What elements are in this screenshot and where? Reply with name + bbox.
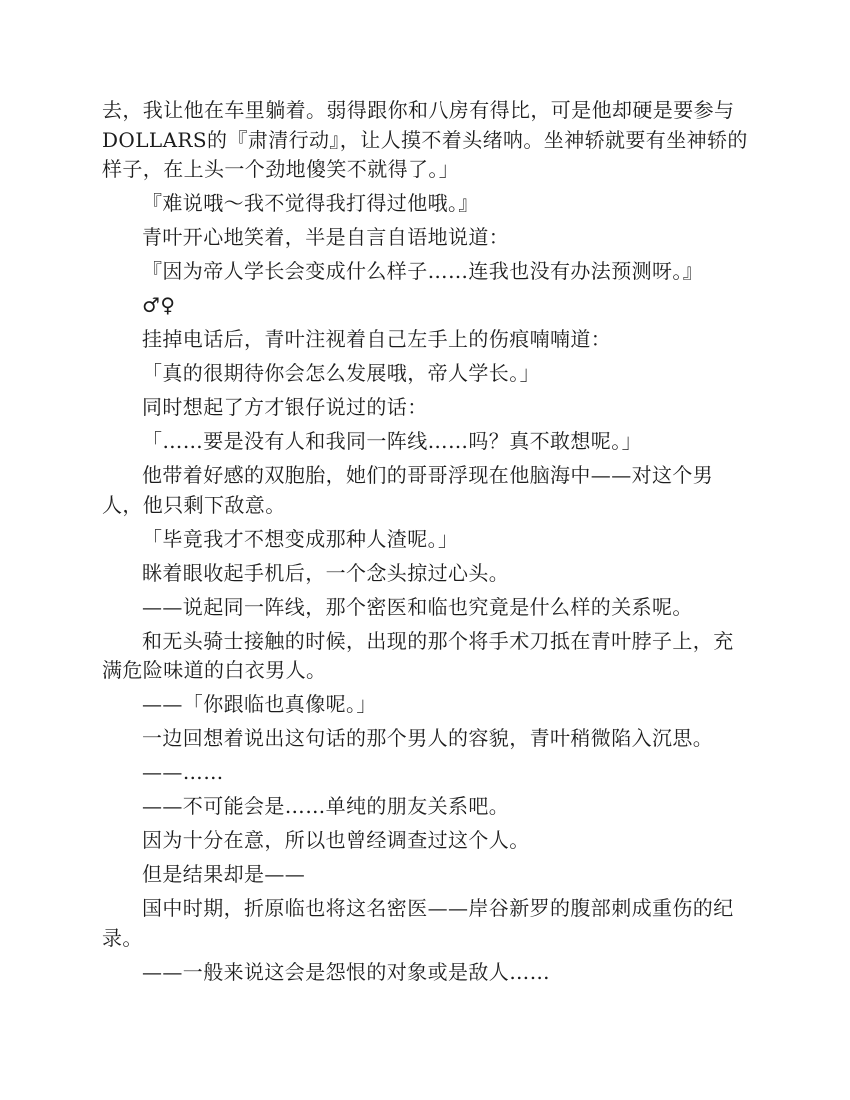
paragraph-1: 去，我让他在车里躺着。弱得跟你和八房有得比，可是他却硬是要参与DOLLARS的『肃清行动』，让人摸不着头绪呐。坐神轿就要有坐神轿的样子，在上头一个劲地傻笑不就得了。」 <box>102 98 748 181</box>
paragraph-2: 『难说哦～我不觉得我打得过他哦。』 <box>142 191 479 215</box>
paragraph-16: 一边回想着说出这句话的那个男人的容貌，青叶稍微陷入沉思。 <box>142 726 714 750</box>
section-divider: ♂♀ <box>142 293 176 317</box>
paragraph-17: ——…… <box>142 760 224 784</box>
paragraph-20: 但是结果却是—— <box>142 862 306 886</box>
paragraph-7: 「真的很期待你会怎么发展哦，帝人学长。」 <box>142 361 540 385</box>
paragraph-6: 挂掉电话后，青叶注视着自己左手上的伤痕喃喃道： <box>142 327 612 351</box>
paragraph-12: 眯着眼收起手机后，一个念头掠过心头。 <box>142 560 510 585</box>
document-page <box>102 96 748 992</box>
paragraph-11: 「毕竟我才不想变成那种人渣呢。」 <box>142 526 459 551</box>
paragraph-10: 他带着好感的双胞胎，她们的哥哥浮现在他脑海中——对这个男人，他只剩下敌意。 <box>102 463 714 517</box>
paragraph-19: 因为十分在意，所以也曾经调查过这个人。 <box>142 828 530 852</box>
paragraph-3: 青叶开心地笑着，半是自言自语地说道： <box>142 225 510 249</box>
paragraph-15: ——「你跟临也真像呢。」 <box>142 692 377 716</box>
paragraph-22: ——一般来说这会是怨恨的对象或是敌人…… <box>142 959 550 984</box>
paragraph-13: ——说起同一阵线，那个密医和临也究竟是什么样的关系呢。 <box>142 594 693 619</box>
paragraph-8: 同时想起了方才银仔说过的话： <box>142 395 428 419</box>
paragraph-4: 『因为帝人学长会变成什么样子……连我也没有办法预测呀。』 <box>142 259 704 283</box>
paragraph-14: 和无头骑士接触的时候，出现的那个将手术刀抵在青叶脖子上，充满危险味道的白衣男人。 <box>102 628 734 682</box>
paragraph-21: 国中时期，折原临也将这名密医——岸谷新罗的腹部刺成重伤的纪录。 <box>102 896 734 950</box>
paragraph-18: ——不可能会是……单纯的朋友关系吧。 <box>142 794 510 818</box>
paragraph-9: 「……要是没有人和我同一阵线……吗？真不敢想呢。」 <box>142 429 642 453</box>
